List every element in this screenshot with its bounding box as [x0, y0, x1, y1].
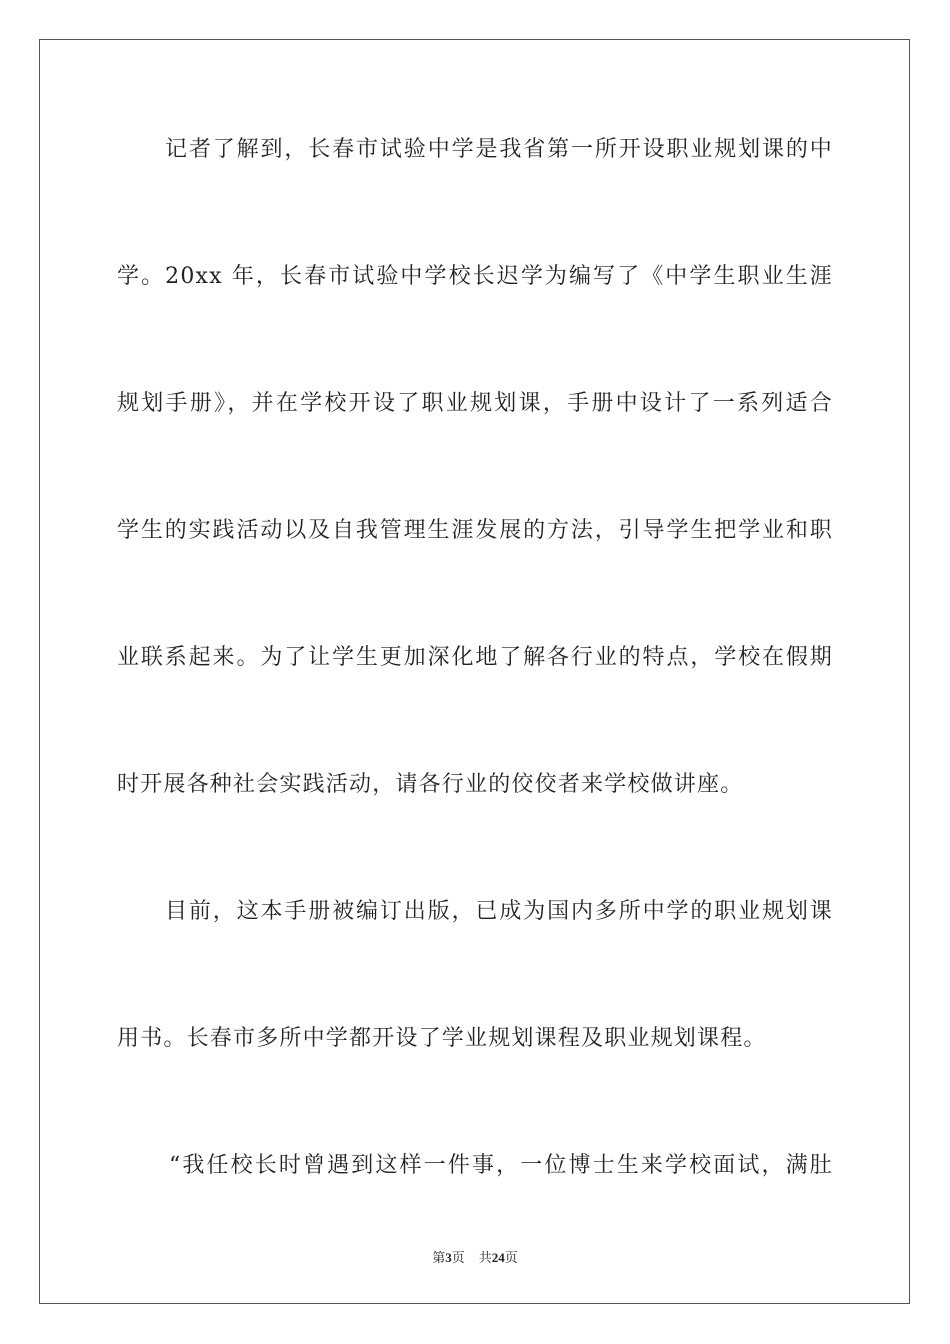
document-body [117, 127, 833, 1270]
total-suffix: 页 [504, 1251, 518, 1266]
page-prefix: 第 [432, 1251, 446, 1266]
page-suffix: 页 [451, 1251, 465, 1266]
text-line: 记者了解到，长春市试验中学是我省第一所开设职业规划课的中 [165, 137, 833, 162]
page-footer [0, 1248, 950, 1269]
total-prefix: 共 [478, 1251, 492, 1266]
page-number: 3 [445, 1250, 452, 1265]
text-line: “我任校长时曾遇到这样一件事，一位博士生来学校面试，满肚 [169, 1153, 833, 1178]
text-line: 目前，这本手册被编订出版，已成为国内多所中学的职业规划课 [165, 899, 833, 924]
text-line: 学生的实践活动以及自我管理生涯发展的方法，引导学生把学业和职 [117, 518, 833, 543]
text-line: 时开展各种社会实践活动，请各行业的佼佼者来学校做讲座。 [117, 772, 744, 797]
text-line: 业联系起来。为了让学生更加深化地了解各行业的特点，学校在假期 [117, 645, 833, 670]
text-line: 学。20xx 年，长春市试验中学校长迟学为编写了《中学生职业生涯 [117, 264, 833, 289]
text-line: 用书。长春市多所中学都开设了学业规划课程及职业规划课程。 [117, 1026, 767, 1051]
text-line: 规划手册》，并在学校开设了职业规划课，手册中设计了一系列适合 [117, 391, 833, 416]
total-pages: 24 [491, 1250, 505, 1265]
